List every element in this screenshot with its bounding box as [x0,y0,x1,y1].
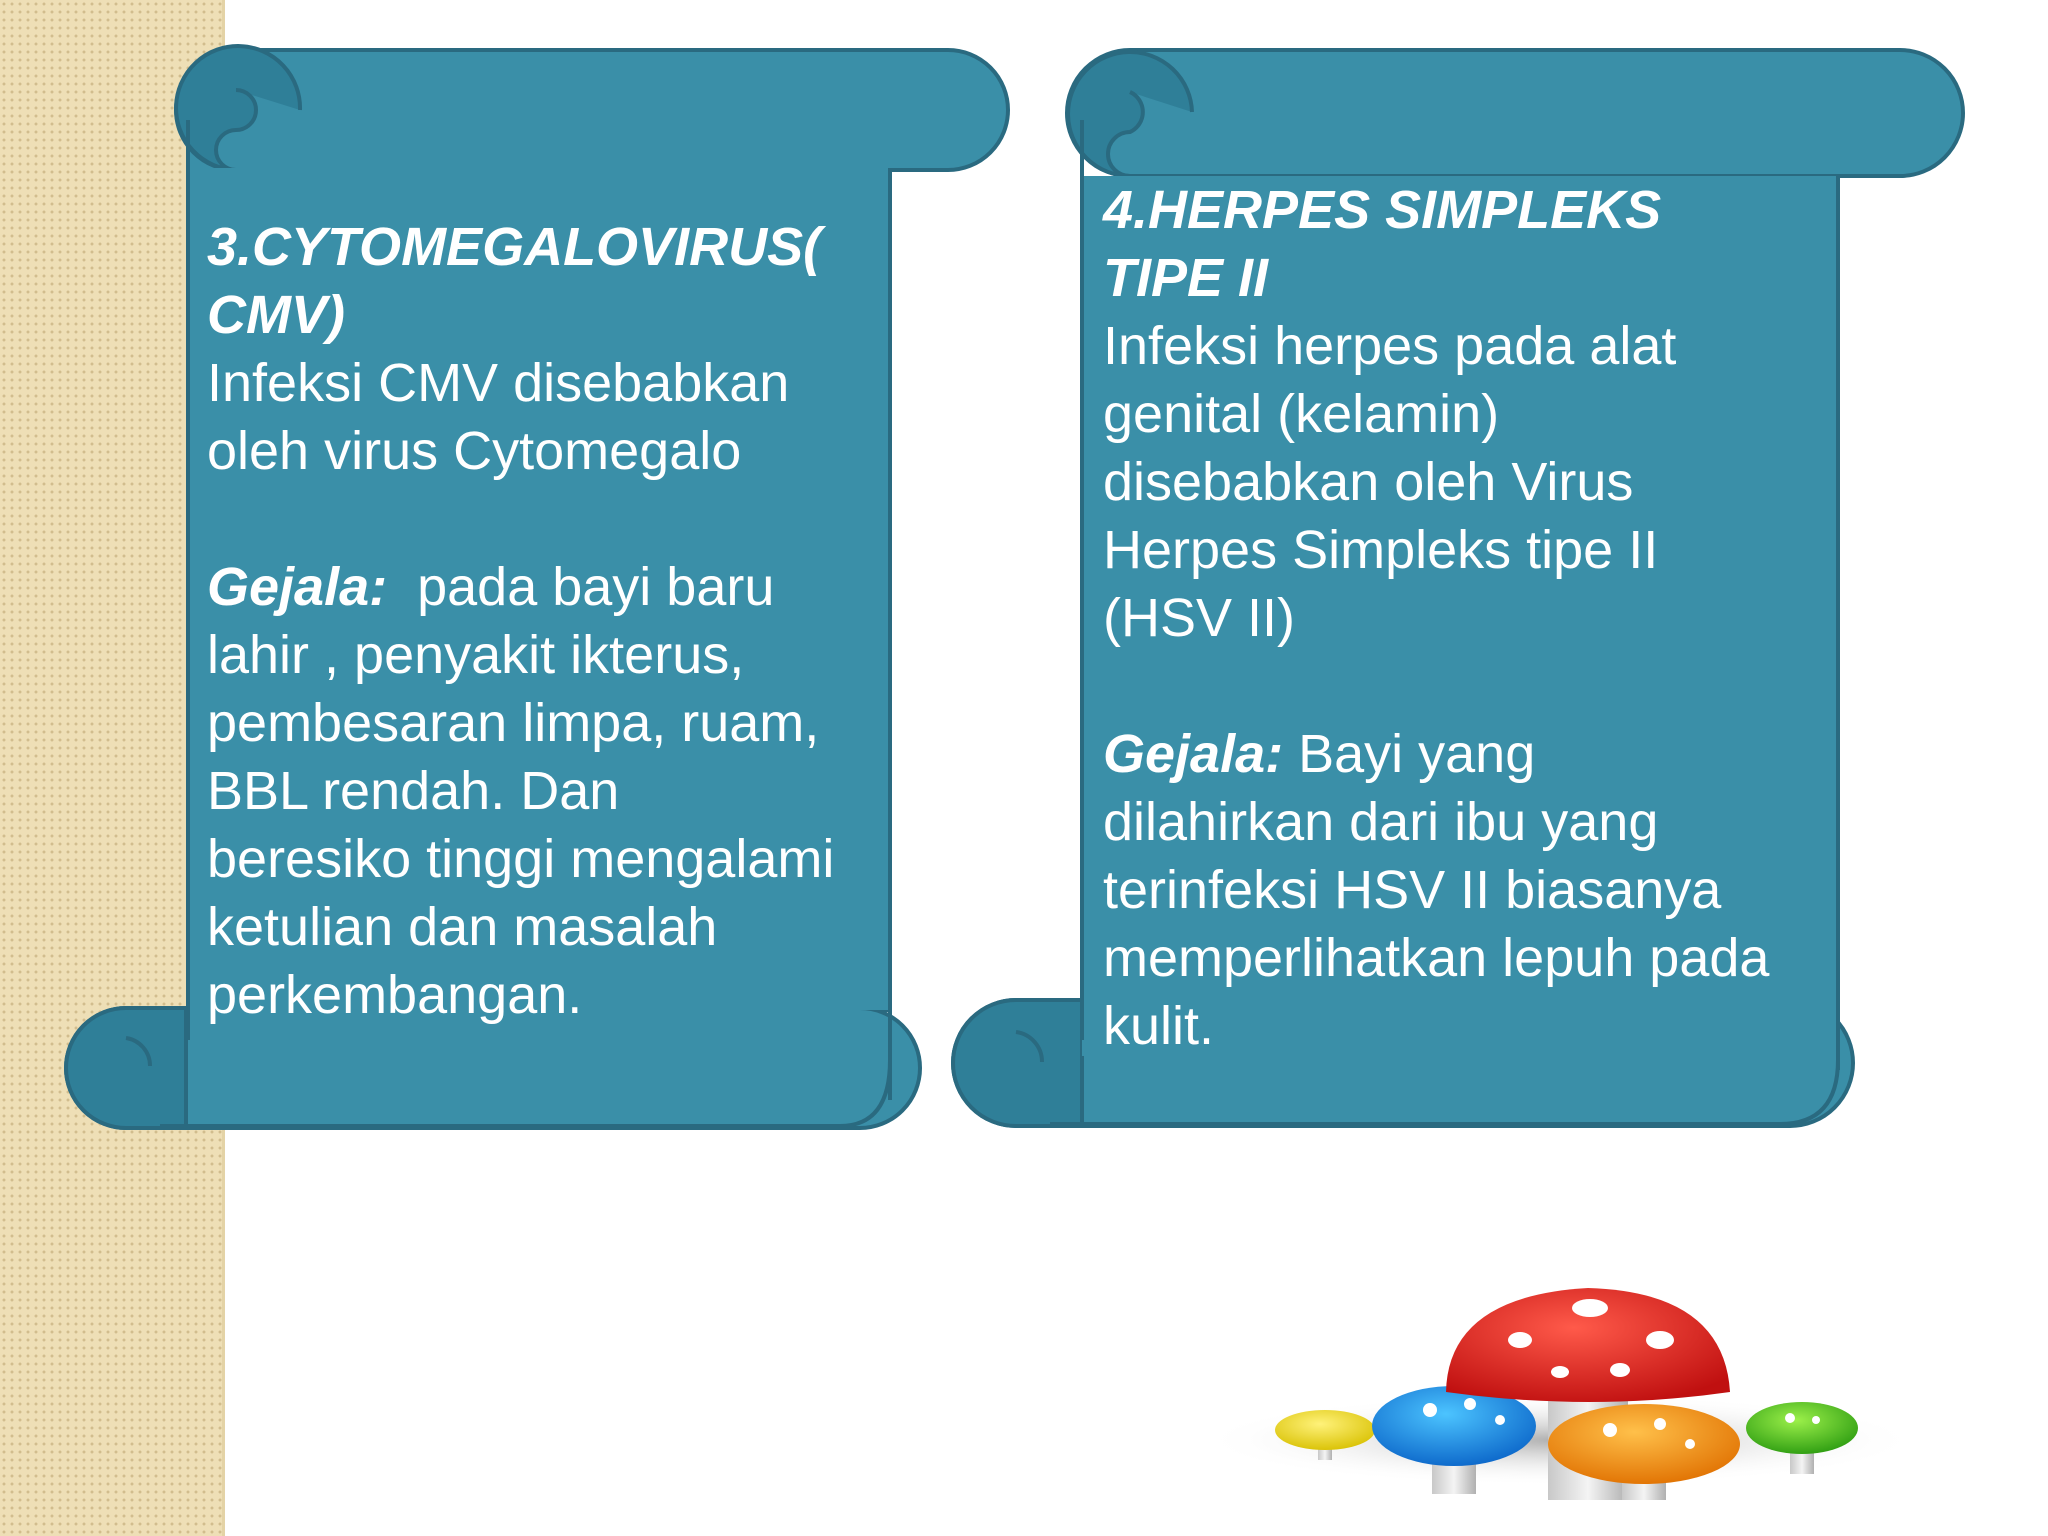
scroll-left-heading-line2: CMV) [207,285,345,345]
scroll-right-body-line: disebabkan oleh Virus [1103,452,1634,512]
scroll-left-heading-line1: 3.CYTOMEGALOVIRUS( [207,217,822,277]
scroll-right-text [1103,176,1769,1060]
scroll-left-text [207,213,834,1029]
scroll-left-bottom-curl [66,1008,186,1128]
scroll-left-gejala-line: ketulian dan masalah [207,897,718,957]
scroll-right-heading-line2: TIPE II [1103,248,1269,308]
mushroom-green-cap [1746,1402,1858,1454]
mushrooms-illustration [1200,1288,1920,1500]
scroll-left-gejala-label: Gejala: [207,557,388,617]
scroll-right-body-line: genital (kelamin) [1103,384,1500,444]
scroll-right-body-line: Herpes Simpleks tipe II [1103,520,1659,580]
mushroom-orange-cap [1548,1404,1740,1484]
scroll-right-gejala-line: dilahirkan dari ibu yang [1103,792,1659,852]
scroll-left-gejala-line [207,553,834,621]
scroll-right-body-line: Infeksi herpes pada alat [1103,316,1677,376]
scroll-left-gejala-line: pembesaran limpa, ruam, [207,693,820,753]
scroll-right-gejala-first: Bayi yang [1283,724,1536,784]
scroll-right-top-roll [1067,50,1963,176]
scroll-right-gejala-label: Gejala: [1103,724,1284,784]
scroll-left-gejala-line: beresiko tinggi mengalami [207,829,835,889]
scroll-left-body-line: oleh virus Cytomegalo [207,421,742,481]
mushroom-yellow-cap [1275,1410,1375,1450]
scroll-left-gejala-line: perkembangan. [207,965,583,1025]
scroll-right-bottom-curl [953,1000,1082,1126]
scroll-right-gejala-line: kulit. [1103,996,1215,1056]
scroll-right-gejala-line: terinfeksi HSV II biasanya [1103,860,1722,920]
scroll-right-gejala-line: memperlihatkan lepuh pada [1103,928,1770,988]
scroll-right-gejala-line [1103,720,1769,788]
scroll-left-gejala-line: BBL rendah. Dan [207,761,620,821]
scroll-right-body-line: (HSV II) [1103,588,1296,648]
scroll-left-body-line: Infeksi CMV disebabkan [207,353,790,413]
scroll-right-heading-line1: 4.HERPES SIMPLEKS [1103,180,1662,240]
scroll-left-gejala-line: lahir , penyakit ikterus, [207,625,745,685]
scroll-left-gejala-first: pada bayi baru [387,557,775,617]
